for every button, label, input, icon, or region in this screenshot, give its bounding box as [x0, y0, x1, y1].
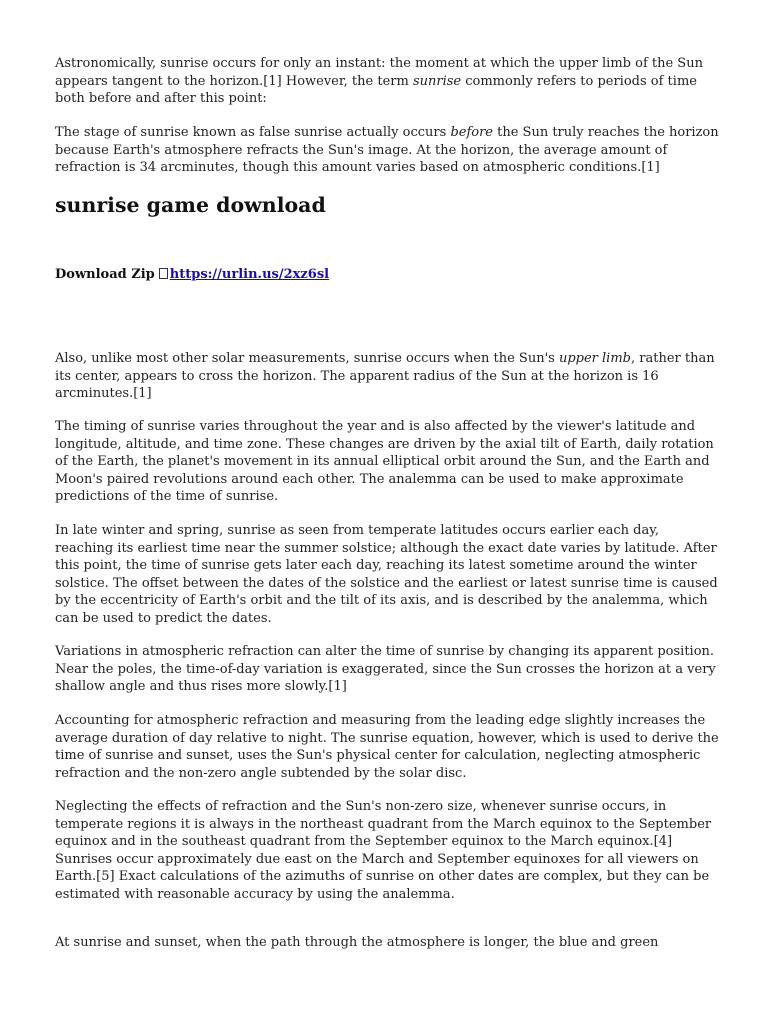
- paragraph-colors: At sunrise and sunset, when the path through the atmosphere is longer, the blue and green: [55, 935, 659, 950]
- emphasis-upper-limb: upper limb: [558, 351, 631, 366]
- paragraph-seasons: In late winter and spring, sunrise as seen from temperate latitudes occurs earlier each day, reaching its earliest time near the summer solstice; although the exact date varies by latitude. After this point, the time of sunrise gets later each day, reaching its latest sometime around the winter solstice. The offset between the dates of the solstice and the earliest or latest sunrise time is caused by the eccentricity of Earth's orbit and the tilt of its axis, and is described by the analemma, which can be used to predict the dates.: [55, 523, 718, 626]
- download-link[interactable]: https://urlin.us/2xz6sl: [169, 267, 330, 282]
- paragraph-text: The stage of sunrise known as false sunrise actually occurs: [55, 125, 451, 140]
- paragraph-refraction: Variations in atmospheric refraction can alter the time of sunrise by changing its apparent position. Near the poles, the time-of-day variation is exaggerated, since the Sun crosses the horizon at a very shallow angle and thus rises more slowly.[1]: [55, 644, 716, 695]
- page-heading: sunrise game download: [55, 193, 326, 217]
- paragraph-timing: The timing of sunrise varies throughout the year and is also affected by the viewer's latitude and longitude, altitude, and time zone. These changes are driven by the axial tilt of Earth, daily rotation of the Earth, the planet's movement in its annual elliptical orbit around the Sun, and the Earth and Moon's paired revolutions around each other. The analemma can be used to make approximate predictions of the time of sunrise.: [55, 419, 714, 505]
- emphasis-sunrise: sunrise: [412, 73, 462, 89]
- emphasis-before: before: [450, 125, 493, 140]
- paragraph-text: commonly refers to periods of time both before and after this point:: [55, 73, 697, 107]
- paragraph-text: Also, unlike most other solar measurements, sunrise occurs when the Sun's: [55, 351, 559, 366]
- paragraph-azimuth: Neglecting the effects of refraction and the Sun's non-zero size, whenever sunrise occurs, in temperate regions it is always in the northeast quadrant from the March equinox to the September equinox and in the southeast quadrant from the September equinox to the March equinox.[4] Sunrises occur approximately due east on the March and September equinoxes for all viewers on Earth.[5] Exact calculations of the azimuths of sunrise on other dates are complex, but they can be estimated with reasonable accuracy by using the analemma.: [55, 799, 712, 902]
- download-line: [55, 266, 329, 284]
- paragraph-text: the Sun truly reaches the horizon because Earth's atmosphere refracts the Sun's image. At the horizon, the average amount of refraction is 34 arcminutes, though this amount varies based on atmospheric conditions.[1]: [55, 125, 719, 176]
- download-arrow-icon: [159, 268, 168, 279]
- download-label: Download Zip: [55, 267, 155, 282]
- paragraph-false-sunrise: [55, 124, 720, 177]
- paragraph-upper-limb: [55, 350, 720, 403]
- paragraph-astronomical-sunrise: [55, 55, 720, 108]
- paragraph-text: Astronomically, sunrise occurs for only an instant: the moment at which the upper limb of the Sun appears tangent to the horizon.[1] However, the term: [55, 56, 703, 89]
- paragraph-text: , rather than its center, appears to cross the horizon. The apparent radius of the Sun at the horizon is 16 arcminutes.[1]: [55, 351, 715, 402]
- paragraph-day-duration: Accounting for atmospheric refraction and measuring from the leading edge slightly increases the average duration of day relative to night. The sunrise equation, however, which is used to derive the time of sunrise and sunset, uses the Sun's physical center for calculation, neglecting atmospheric refraction and the non-zero angle subtended by the solar disc.: [55, 713, 719, 781]
